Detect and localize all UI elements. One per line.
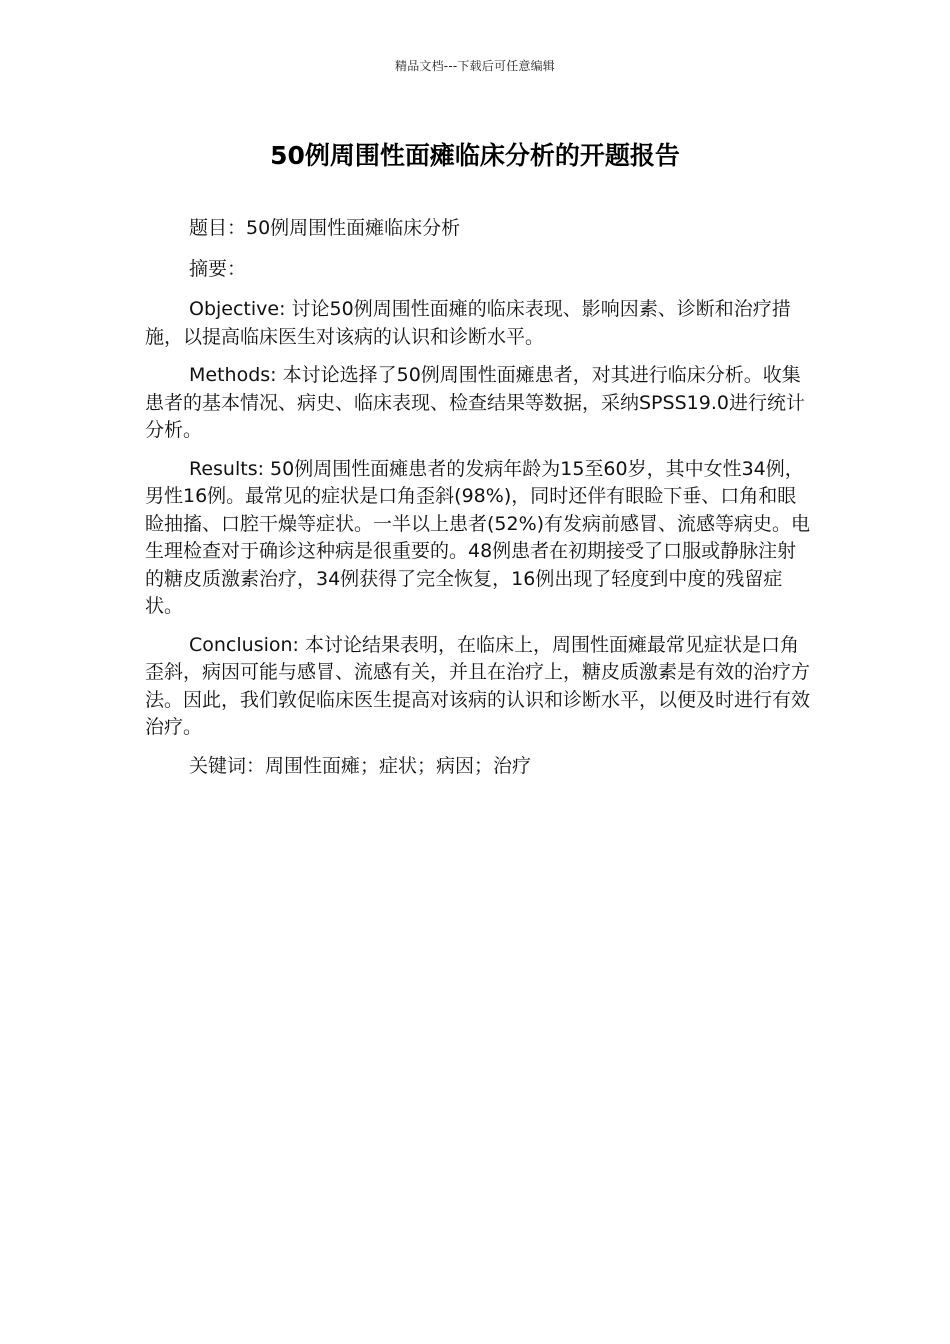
conclusion-paragraph: Conclusion: 本讨论结果表明，在临床上，周围性面瘫最常见症状是口角歪斜，病因可能与感冒、流感有关，并且在治疗上，糖皮质激素是有效的治疗方法。因此，我们敦促临床医生提高对该病的认识和诊断水平，以便及时进行有效治疗。 bbox=[145, 633, 811, 738]
document-title: 50例周围性面瘫临床分析的开题报告 bbox=[270, 141, 680, 170]
keywords-paragraph: 关键词：周围性面瘫；症状；病因；治疗 bbox=[189, 754, 532, 777]
objective-paragraph: Objective: 讨论50例周围性面瘫的临床表现、影响因素、诊断和治疗措施，以提高临床医生对该病的认识和诊断水平。 bbox=[145, 298, 791, 348]
methods-paragraph: Methods: 本讨论选择了50例周围性面瘫患者，对其进行临床分析。收集患者的基本情况、病史、临床表现、检查结果等数据，采纳SPSS19.0进行统计分析。 bbox=[145, 364, 805, 441]
results-paragraph: Results: 50例周围性面瘫患者的发病年龄为15至60岁，其中女性34例，男性16例。最常见的症状是口角歪斜(98%)，同时还伴有眼睑下垂、口角和眼睑抽搐、口腔干燥等症状。一半以上患者(52%)有发病前感冒、流感等病史。电生理检查对于确诊这种病是很重要的。48例患者在初期接受了口服或静脉注射的糖皮质激素治疗，34例获得了完全恢复，16例出现了轻度到中度的残留症状。 bbox=[145, 457, 811, 617]
document-body bbox=[145, 215, 815, 791]
topic-paragraph: 题目：50例周围性面瘫临床分析 bbox=[189, 217, 461, 239]
abstract-label: 摘要： bbox=[189, 257, 247, 280]
header-note: 精品文档---下载后可任意编辑 bbox=[395, 59, 555, 73]
